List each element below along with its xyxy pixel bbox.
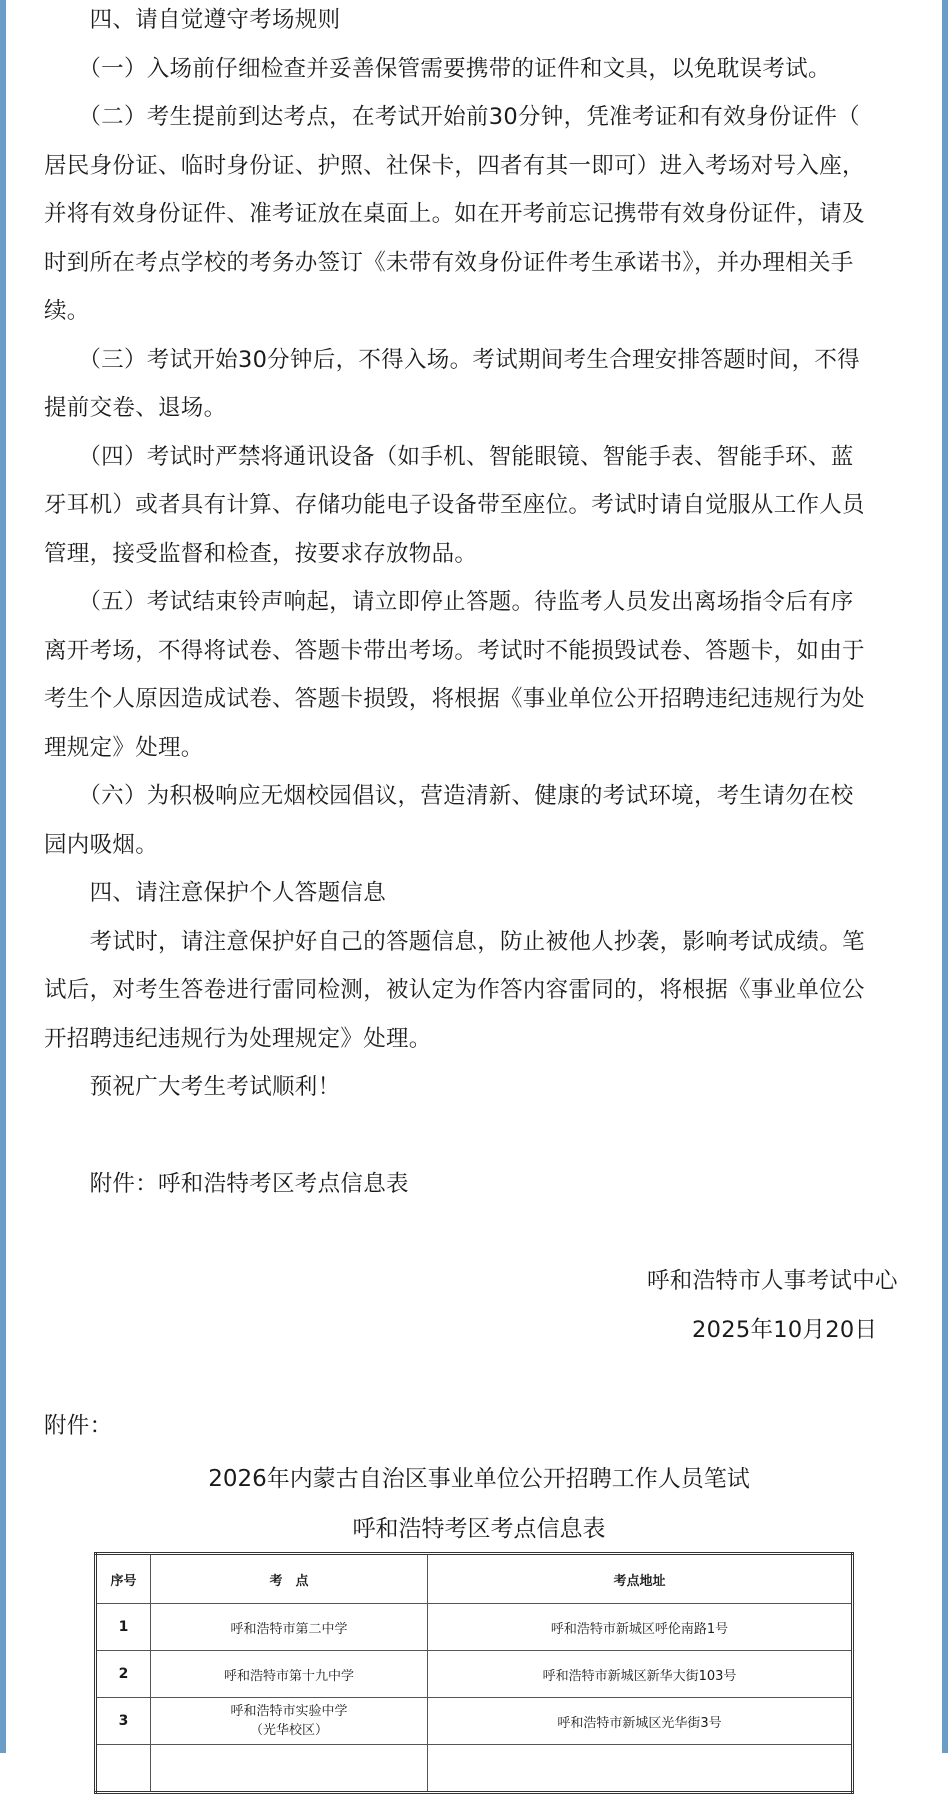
- text-line: 管理，接受监督和检查，按要求存放物品。: [44, 541, 478, 567]
- issuer-name: 呼和浩特市人事考试中心: [647, 1268, 898, 1294]
- text-line: （一）入场前仔细检查并妥善保管需要携带的证件和文具，以免耽误考试。: [44, 56, 831, 82]
- closing-wish: 预祝广大考生考试顺利！: [44, 1074, 341, 1100]
- row-site: [151, 1698, 428, 1745]
- table-row-partial: [96, 1745, 853, 1793]
- exam-site-table: [94, 1552, 854, 1794]
- section-heading: 四、请注意保护个人答题信息: [44, 880, 387, 906]
- text-line: 理规定》处理。: [44, 735, 204, 761]
- text-line: 牙耳机）或者具有计算、存储功能电子设备带至座位。考试时请自觉服从工作人员: [44, 492, 865, 518]
- text-line: 提前交卷、退场。: [44, 395, 227, 421]
- text-line: （四）考试时严禁将通讯设备（如手机、智能眼镜、智能手表、智能手环、蓝: [44, 444, 854, 470]
- row-address: 呼和浩特市新城区呼伦南路1号: [428, 1604, 853, 1651]
- text-line: 居民身份证、临时身份证、护照、社保卡，四者有其一即可）进入考场对号入座，: [44, 153, 865, 179]
- col-header-number: 序号: [96, 1554, 151, 1604]
- row-number: 2: [96, 1651, 151, 1698]
- text-line: （二）考生提前到达考点，在考试开始前30分钟，凭准考证和有效身份证件（: [44, 104, 860, 130]
- row-site-cut: [151, 1745, 428, 1793]
- text-line: 试后，对考生答卷进行雷同检测，被认定为作答内容雷同的，将根据《事业单位公: [44, 977, 865, 1003]
- row-site-name: 呼和浩特市实验中学: [230, 1704, 348, 1719]
- row-address: 呼和浩特市新城区新华大街103号: [428, 1651, 853, 1698]
- text-line: （六）为积极响应无烟校园倡议，营造清新、健康的考试环境，考生请勿在校: [44, 783, 854, 809]
- table-row: [96, 1651, 853, 1698]
- text-line: 续。: [44, 298, 90, 324]
- table-row: [96, 1604, 853, 1651]
- row-number-cut: [96, 1745, 151, 1793]
- row-number: 1: [96, 1604, 151, 1651]
- text-line: （三）考试开始30分钟后，不得入场。考试期间考生合理安排答题时间，不得: [44, 347, 860, 373]
- attachment-label: 附件：: [44, 1413, 113, 1439]
- attachment-subtitle: 呼和浩特考区考点信息表: [352, 1516, 606, 1542]
- col-header-address: 考点地址: [428, 1554, 853, 1604]
- row-address-cut: [428, 1745, 853, 1793]
- col-header-site: 考 点: [151, 1554, 428, 1604]
- row-site: 呼和浩特市第十九中学: [151, 1651, 428, 1698]
- text-line: 开招聘违纪违规行为处理规定》处理。: [44, 1026, 432, 1052]
- text-line: 考生个人原因造成试卷、答题卡损毁，将根据《事业单位公开招聘违纪违规行为处: [44, 686, 865, 712]
- row-site-campus: （光华校区）: [249, 1723, 328, 1738]
- text-line: 并将有效身份证件、准考证放在桌面上。如在开考前忘记携带有效身份证件，请及: [44, 201, 865, 227]
- row-address: 呼和浩特市新城区光华街3号: [428, 1698, 853, 1745]
- text-line: （五）考试结束铃声响起，请立即停止答题。待监考人员发出离场指令后有序: [44, 589, 854, 615]
- row-site: 呼和浩特市第二中学: [151, 1604, 428, 1651]
- row-number: 3: [96, 1698, 151, 1745]
- text-line: 园内吸烟。: [44, 832, 159, 858]
- text-line: 四、请自觉遵守考场规则: [44, 7, 341, 33]
- attachment-title: 2026年内蒙古自治区事业单位公开招聘工作人员笔试: [208, 1466, 750, 1492]
- text-line: 时到所在考点学校的考务办签订《未带有效身份证件考生承诺书》，并办理相关手: [44, 250, 854, 276]
- text-line: 离开考场，不得将试卷、答题卡带出考场。考试时不能损毁试卷、答题卡，如由于: [44, 638, 865, 664]
- text-line: 考试时，请注意保护好自己的答题信息，防止被他人抄袭，影响考试成绩。笔: [44, 929, 865, 955]
- table-row: [96, 1698, 853, 1745]
- table-header-row: [96, 1554, 853, 1604]
- issue-date: 2025年10月20日: [692, 1317, 878, 1343]
- attachment-reference: 附件：呼和浩特考区考点信息表: [44, 1171, 409, 1197]
